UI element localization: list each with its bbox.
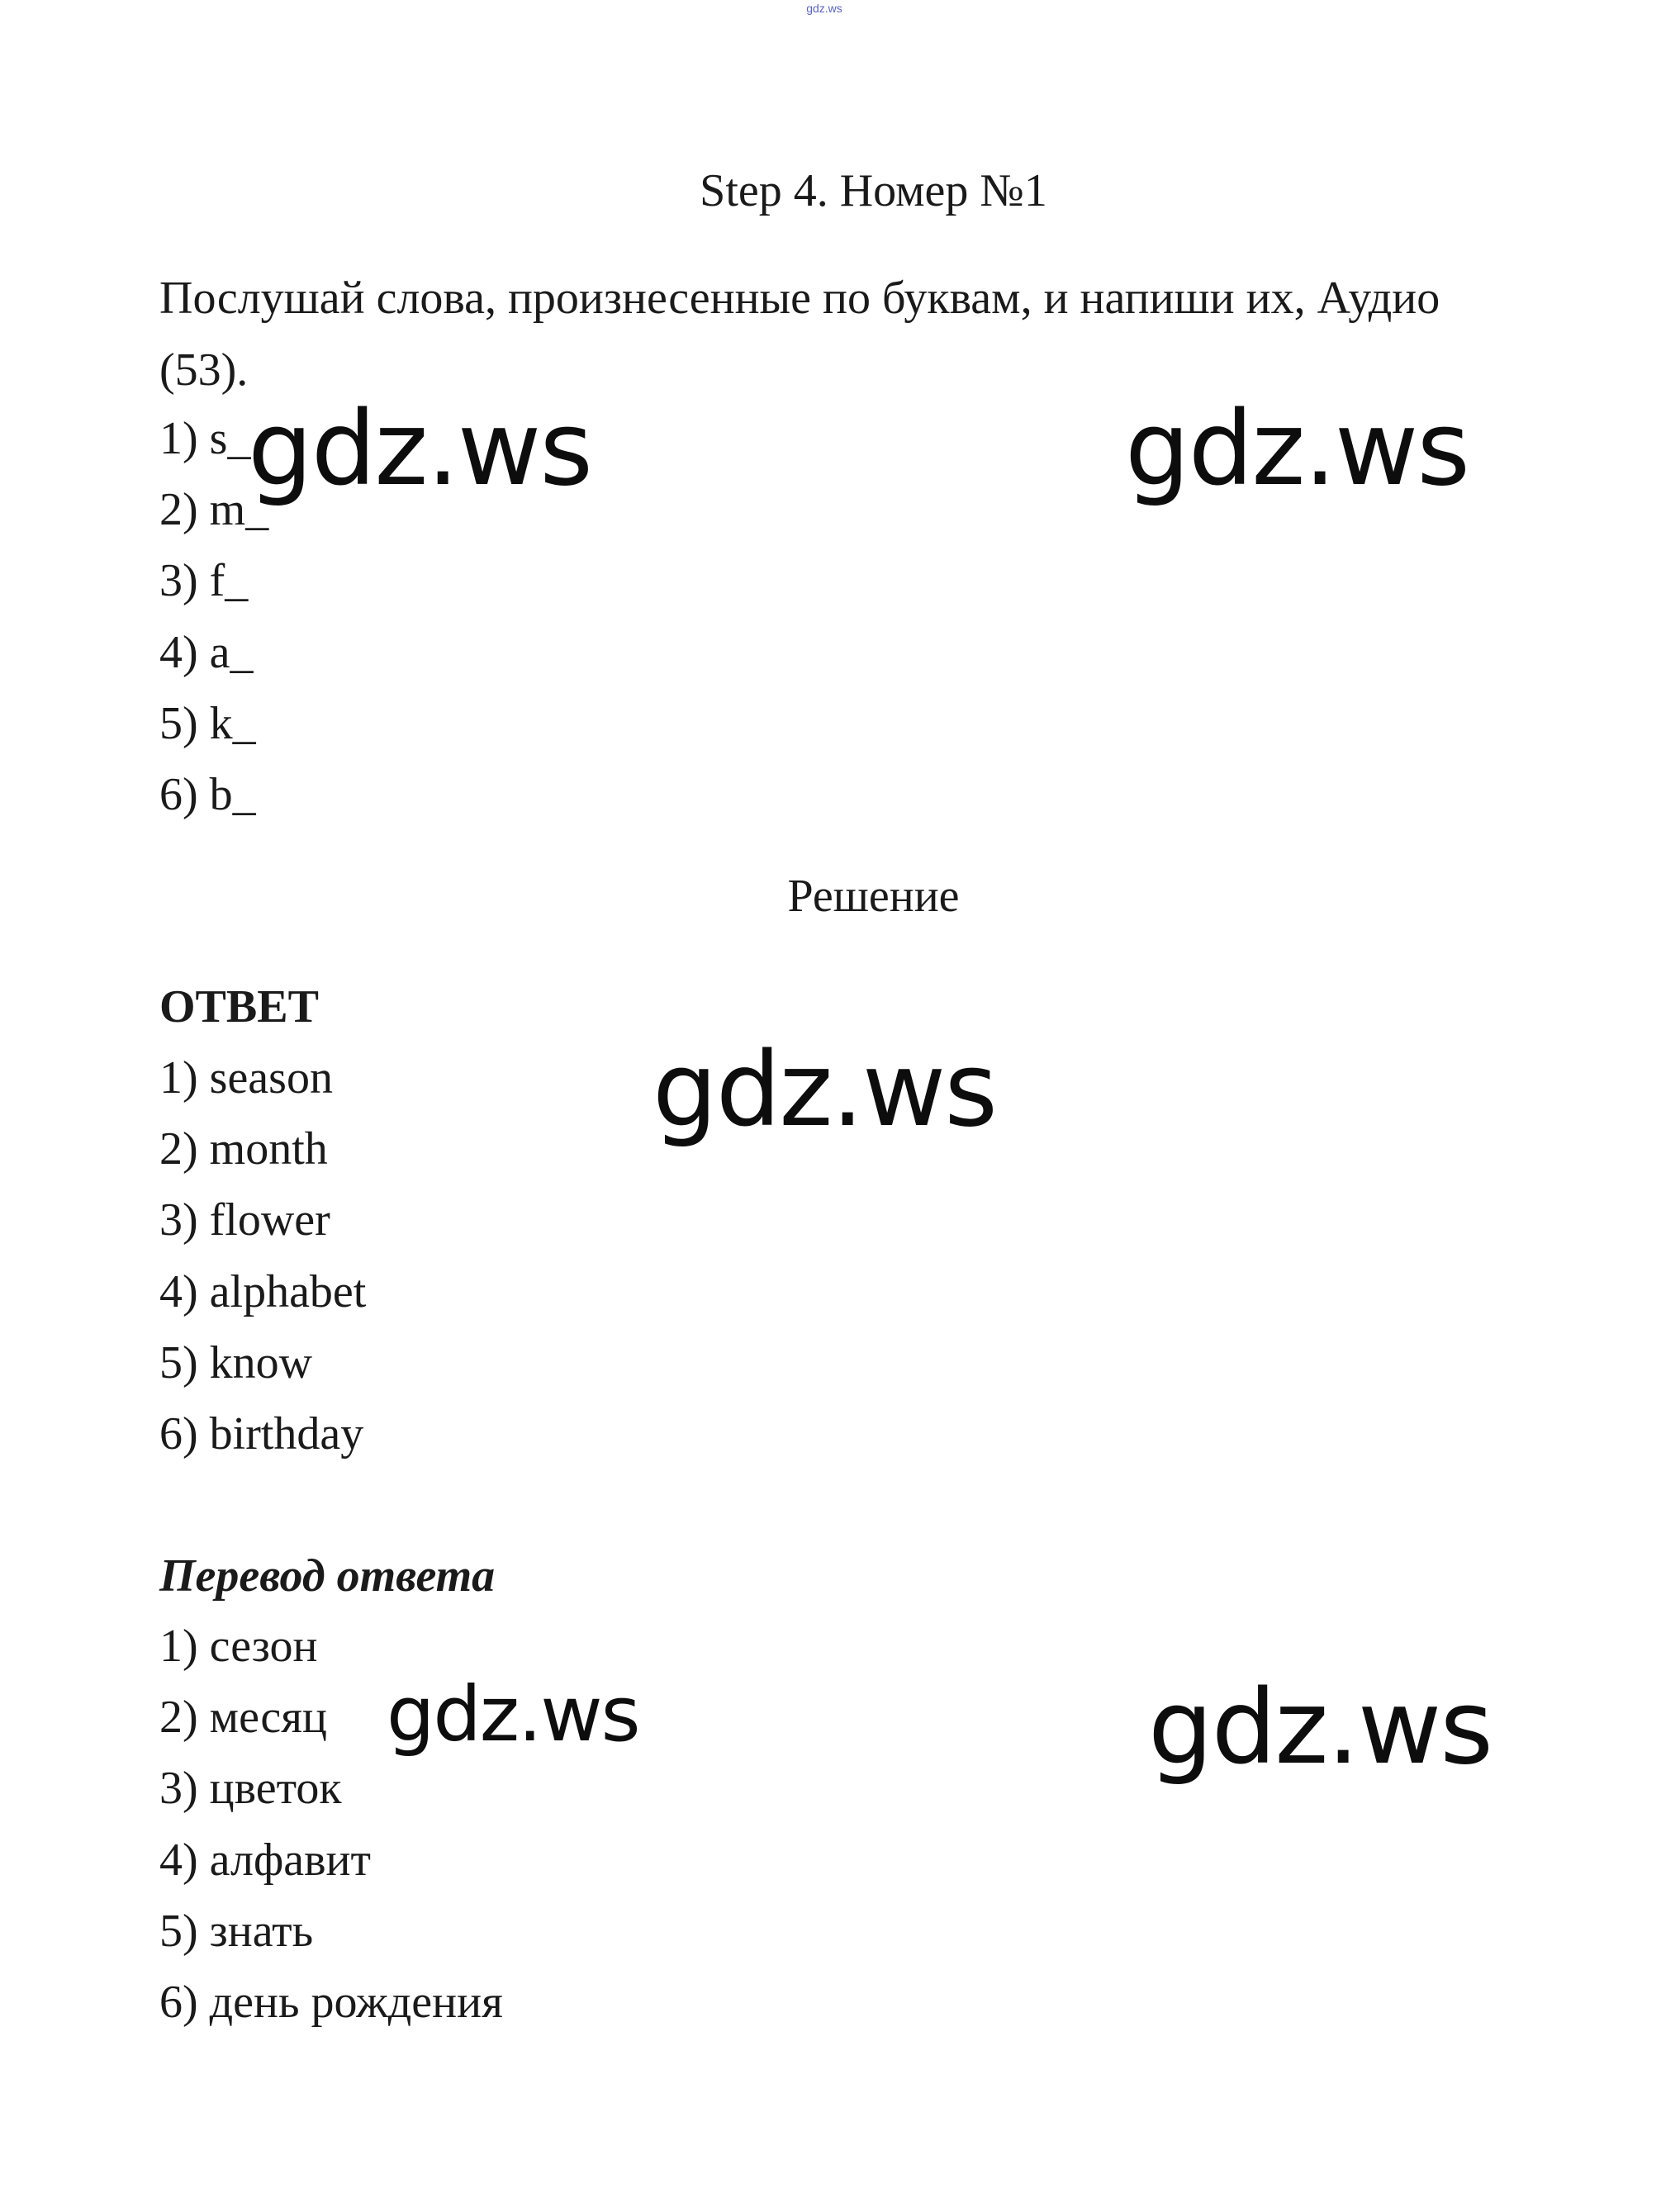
page-title: Step 4. Номер №1 — [700, 165, 1047, 216]
task-item: 5) k_ — [159, 697, 256, 749]
translation-item: 2) месяц — [159, 1692, 327, 1744]
answer-item: 2) month — [159, 1123, 328, 1175]
translation-item: 5) знать — [159, 1905, 314, 1957]
watermark: gdz.ws — [248, 390, 591, 509]
task-instruction: Послушай слова, произнесенные по буквам, и напиши их, Аудио (53). — [159, 273, 1440, 396]
task-item: 2) m_ — [159, 484, 269, 536]
answer-items-list — [159, 1042, 366, 1469]
translation-item: 4) алфавит — [159, 1834, 371, 1886]
translation-item: 1) сезон — [159, 1621, 318, 1672]
answer-item: 5) know — [159, 1336, 313, 1388]
watermark: gdz.ws — [387, 1670, 639, 1759]
task-item: 1) s_ — [159, 413, 251, 464]
translation-heading: Перевод ответа — [159, 1550, 496, 1602]
answer-item: 6) birthday — [159, 1408, 364, 1460]
task-item: 3) f_ — [159, 555, 249, 607]
translation-item: 6) день рождения — [159, 1977, 503, 2029]
answer-item: 1) season — [159, 1052, 333, 1104]
task-item: 6) b_ — [159, 769, 256, 821]
watermark: gdz.ws — [653, 1031, 996, 1150]
task-item: 4) a_ — [159, 626, 254, 678]
translation-item: 3) цветок — [159, 1763, 342, 1815]
watermark: gdz.ws — [1125, 390, 1469, 509]
solution-label: Решение — [787, 871, 960, 922]
answer-item: 3) flower — [159, 1194, 330, 1246]
answer-heading: ОТВЕТ — [159, 981, 319, 1032]
top-watermark-link[interactable]: gdz.ws — [806, 2, 842, 15]
watermark: gdz.ws — [1148, 1668, 1492, 1787]
answer-item: 4) alphabet — [159, 1265, 367, 1317]
